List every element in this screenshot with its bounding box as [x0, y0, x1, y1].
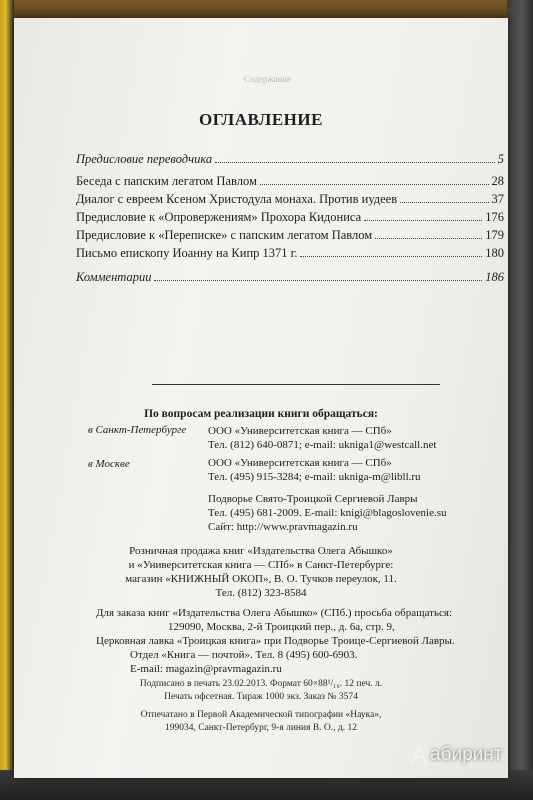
toc-entry-page: 179: [485, 228, 504, 242]
toc-leader-dots: [215, 152, 495, 163]
order-line: Церковная лавка «Троицкая книга» при Подворье Троице-Сергиевой Лавры.: [96, 635, 455, 647]
order-info: [96, 606, 455, 676]
imprint-line: 199034, Санкт-Петербург, 9-я линия В. О., д. 12: [165, 722, 357, 733]
order-line: Для заказа книг «Издательства Олега Абышко» (СПб.) просьба обращаться:: [96, 607, 452, 619]
toc-entry-title: Беседа с папским легатом Павлом: [76, 174, 257, 188]
watermark-text: абиринт: [430, 744, 503, 765]
city-label-moscow: в Москве: [88, 458, 130, 470]
toc-entry-title: Письмо епископу Иоанну на Кипр 1371 г.: [76, 246, 298, 260]
lavra-line: Сайт: http://www.pravmagazin.ru: [208, 521, 358, 533]
moscow-contact: [208, 456, 421, 484]
retail-line: и «Университетская книга — СПб» в Санкт-Петербурге:: [128, 559, 394, 571]
imprint-line: Подписано в печать 23.02.2013. Формат 60×88¹/₁₆. 12 печ. л.: [139, 679, 383, 689]
imprint-line: Отпечатано в Первой Академической типографии «Наука»,: [140, 710, 382, 720]
imprint-block: [14, 678, 508, 734]
lavra-contact: [208, 492, 447, 534]
toc-entry-page: 176: [485, 210, 504, 224]
toc-entry-page: 186: [485, 270, 504, 284]
background-left: [0, 0, 14, 800]
imprint-line: Печать офсетная. Тираж 1000 экз. Заказ № 3574: [164, 691, 358, 702]
divider-rule: [152, 384, 440, 385]
labirint-watermark: [410, 744, 502, 766]
toc-leader-dots: [300, 246, 482, 257]
toc-leader-dots: [400, 192, 488, 203]
toc-entry-page: 37: [491, 192, 504, 206]
moscow-line: Тел. (495) 915-3284; e-mail: ukniga-m@libll.ru: [208, 471, 421, 483]
toc-entry: [76, 228, 504, 244]
toc-entry: [76, 152, 504, 168]
toc-entry: [76, 270, 504, 286]
toc-entry-page: 28: [491, 174, 504, 188]
spb-contact: [208, 424, 436, 452]
toc-entry-title: Предисловие к «Опровержениям» Прохора Кидониса: [76, 210, 362, 224]
toc-title: ОГЛАВЛЕНИЕ: [199, 110, 323, 129]
toc-leader-dots: [375, 228, 482, 239]
page-header-ghost: Содержание: [244, 74, 292, 84]
toc-entry-title: Диалог с евреем Ксеном Христодула монаха. Против иудеев: [76, 192, 398, 206]
toc-entry-page: 5: [497, 152, 504, 166]
toc-entry-title: Предисловие к «Переписке» с папским легатом Павлом: [76, 228, 373, 242]
toc-entry-title: Предисловие переводчика: [76, 152, 213, 166]
toc-leader-dots: [260, 174, 489, 185]
order-line: E-mail: magazin@pravmagazin.ru: [130, 663, 282, 675]
spb-line: ООО «Университетская книга — СПб»: [208, 425, 392, 437]
toc-entry: [76, 174, 504, 190]
toc-entry: [76, 192, 504, 208]
order-line: 129090, Москва, 2-й Троицкий пер., д. 6а, стр. 9,: [168, 621, 395, 633]
lavra-line: Тел. (495) 681-2009. E-mail: knigi@blagoslovenie.su: [208, 507, 447, 519]
labyrinth-logo-icon: [410, 744, 428, 766]
toc-entry: [76, 210, 504, 226]
retail-line: Розничная продажа книг «Издательства Олега Абышко»: [129, 545, 393, 557]
toc-entry-title: Комментарии: [76, 270, 152, 284]
order-line: Отдел «Книга — почтой». Тел. 8 (495) 600-6903.: [130, 649, 358, 661]
sales-heading: По вопросам реализации книги обращаться:: [144, 408, 378, 420]
toc-entry-page: 180: [485, 246, 504, 260]
retail-line: Тел. (812) 323-8584: [215, 587, 307, 599]
book-page: [14, 18, 508, 778]
city-label-spb: в Санкт-Петербурге: [88, 424, 187, 436]
moscow-line: ООО «Университетская книга — СПб»: [208, 457, 392, 469]
lavra-line: Подворье Свято-Троицкой Сергиевой Лавры: [208, 493, 418, 505]
retail-line: магазин «КНИЖНЫЙ ОКОП», В. О. Тучков переулок, 11.: [125, 573, 397, 585]
retail-info: [14, 544, 508, 600]
spb-line: Тел. (812) 640-0871; e-mail: ukniga1@westcall.net: [208, 439, 437, 451]
background-right: [507, 0, 533, 800]
toc-leader-dots: [154, 270, 482, 281]
toc-leader-dots: [364, 210, 482, 221]
toc-entry: [76, 246, 504, 262]
